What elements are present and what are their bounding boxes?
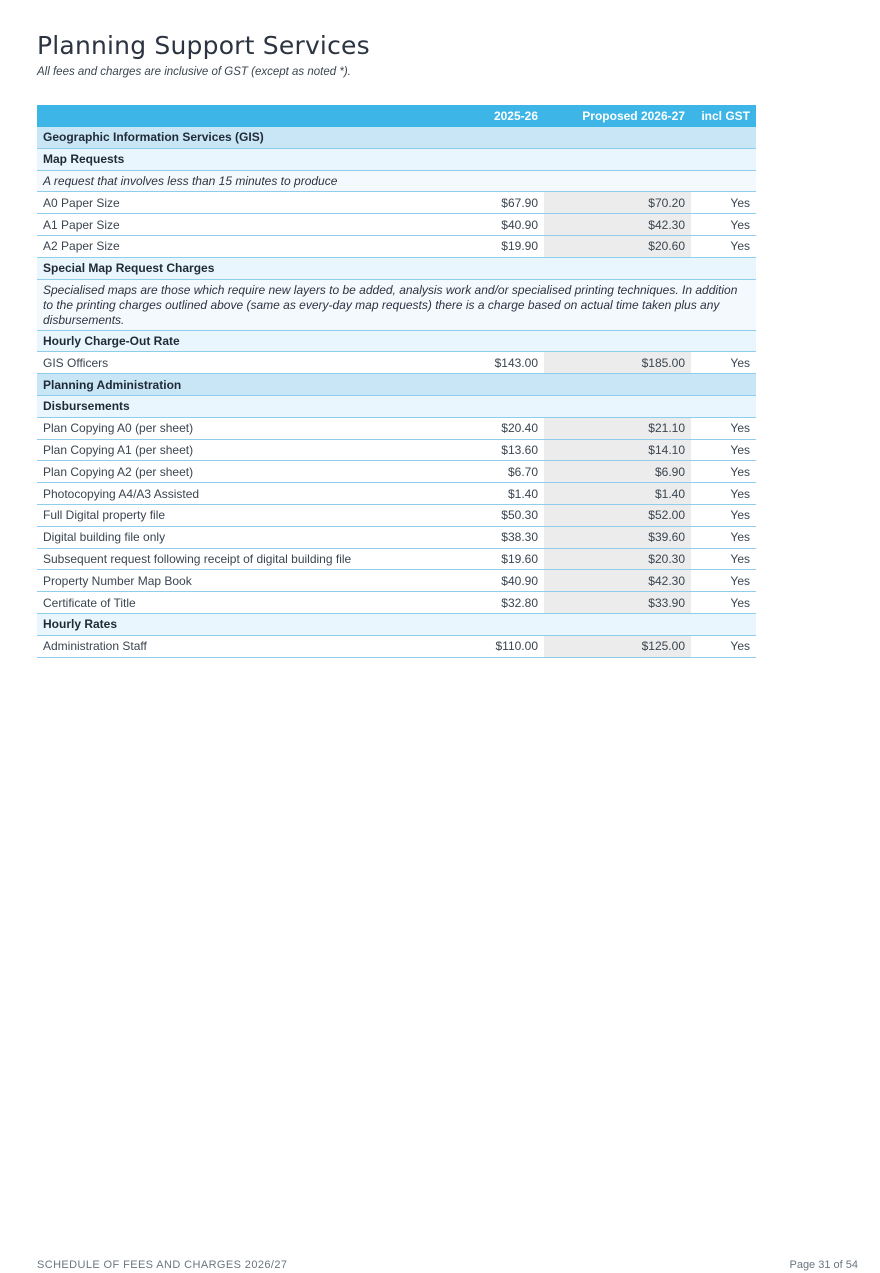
subsection-heading-row: [37, 613, 756, 635]
item-gst-flag: Yes: [691, 526, 756, 548]
heading-text: Disbursements: [37, 395, 756, 417]
fees-table: [37, 105, 756, 658]
item-current-fee: $20.40: [467, 417, 544, 439]
item-description: Subsequent request following receipt of digital building file: [37, 548, 467, 570]
item-description: Full Digital property file: [37, 504, 467, 526]
footer-page-number: Page 31 of 54: [789, 1259, 858, 1271]
item-gst-flag: Yes: [691, 548, 756, 570]
item-gst-flag: Yes: [691, 461, 756, 483]
item-proposed-fee: $185.00: [544, 352, 691, 374]
note-row: [37, 279, 756, 330]
subsection-heading-row: [37, 257, 756, 279]
item-current-fee: $110.00: [467, 635, 544, 657]
heading-text: Map Requests: [37, 148, 756, 170]
subsection-heading-row: [37, 395, 756, 417]
item-description: Plan Copying A1 (per sheet): [37, 439, 467, 461]
item-current-fee: $13.60: [467, 439, 544, 461]
item-description: A2 Paper Size: [37, 235, 467, 257]
note-row: [37, 170, 756, 192]
item-current-fee: $40.90: [467, 570, 544, 592]
subsection-heading-row: [37, 330, 756, 352]
item-description: A0 Paper Size: [37, 192, 467, 214]
table-row: [37, 235, 756, 257]
table-row: [37, 352, 756, 374]
note-text: Specialised maps are those which require new layers to be added, analysis work and/or specialised printing techniques. In addition to the printing charges outlined above (same as every-day map requests) there is a charge based on actual time taken plus any disbursements.: [37, 279, 756, 330]
item-description: Administration Staff: [37, 635, 467, 657]
item-description: GIS Officers: [37, 352, 467, 374]
note-text: A request that involves less than 15 minutes to produce: [37, 170, 756, 192]
header-proposed-year: Proposed 2026-27: [544, 105, 691, 127]
item-proposed-fee: $70.20: [544, 192, 691, 214]
item-description: Photocopying A4/A3 Assisted: [37, 483, 467, 505]
item-gst-flag: Yes: [691, 483, 756, 505]
item-current-fee: $19.90: [467, 235, 544, 257]
fees-table-body: [37, 127, 756, 657]
item-proposed-fee: $21.10: [544, 417, 691, 439]
heading-text: Hourly Rates: [37, 613, 756, 635]
gst-note: All fees and charges are inclusive of GST (except as noted *).: [37, 66, 351, 78]
table-row: [37, 526, 756, 548]
table-header-row: [37, 105, 756, 127]
item-proposed-fee: $33.90: [544, 592, 691, 614]
table-row: [37, 592, 756, 614]
item-description: Certificate of Title: [37, 592, 467, 614]
item-current-fee: $1.40: [467, 483, 544, 505]
item-proposed-fee: $42.30: [544, 570, 691, 592]
item-description: Digital building file only: [37, 526, 467, 548]
item-proposed-fee: $6.90: [544, 461, 691, 483]
item-current-fee: $40.90: [467, 214, 544, 236]
heading-text: Planning Administration: [37, 374, 756, 396]
item-proposed-fee: $20.60: [544, 235, 691, 257]
item-gst-flag: Yes: [691, 417, 756, 439]
item-current-fee: $32.80: [467, 592, 544, 614]
item-current-fee: $19.60: [467, 548, 544, 570]
item-proposed-fee: $14.10: [544, 439, 691, 461]
section-heading-row: [37, 127, 756, 148]
item-proposed-fee: $20.30: [544, 548, 691, 570]
header-current-year: 2025-26: [467, 105, 544, 127]
item-current-fee: $50.30: [467, 504, 544, 526]
footer-document-title: SCHEDULE OF FEES AND CHARGES 2026/27: [37, 1259, 288, 1271]
item-proposed-fee: $125.00: [544, 635, 691, 657]
item-current-fee: $67.90: [467, 192, 544, 214]
table-row: [37, 570, 756, 592]
page-title: Planning Support Services: [37, 30, 370, 60]
item-gst-flag: Yes: [691, 214, 756, 236]
item-gst-flag: Yes: [691, 235, 756, 257]
table-row: [37, 461, 756, 483]
item-gst-flag: Yes: [691, 635, 756, 657]
subsection-heading-row: [37, 148, 756, 170]
item-current-fee: $143.00: [467, 352, 544, 374]
table-row: [37, 483, 756, 505]
item-description: Plan Copying A2 (per sheet): [37, 461, 467, 483]
heading-text: Geographic Information Services (GIS): [37, 127, 756, 148]
item-proposed-fee: $42.30: [544, 214, 691, 236]
item-proposed-fee: $1.40: [544, 483, 691, 505]
header-incl-gst: incl GST: [691, 105, 756, 127]
item-description: A1 Paper Size: [37, 214, 467, 236]
item-gst-flag: Yes: [691, 504, 756, 526]
item-gst-flag: Yes: [691, 352, 756, 374]
table-row: [37, 635, 756, 657]
item-proposed-fee: $39.60: [544, 526, 691, 548]
item-current-fee: $38.30: [467, 526, 544, 548]
table-row: [37, 214, 756, 236]
item-description: Property Number Map Book: [37, 570, 467, 592]
table-row: [37, 192, 756, 214]
item-gst-flag: Yes: [691, 570, 756, 592]
table-row: [37, 504, 756, 526]
item-proposed-fee: $52.00: [544, 504, 691, 526]
heading-text: Special Map Request Charges: [37, 257, 756, 279]
item-description: Plan Copying A0 (per sheet): [37, 417, 467, 439]
item-gst-flag: Yes: [691, 592, 756, 614]
section-heading-row: [37, 374, 756, 396]
header-description: [37, 105, 467, 127]
item-gst-flag: Yes: [691, 439, 756, 461]
item-gst-flag: Yes: [691, 192, 756, 214]
table-row: [37, 439, 756, 461]
table-row: [37, 417, 756, 439]
heading-text: Hourly Charge-Out Rate: [37, 330, 756, 352]
item-current-fee: $6.70: [467, 461, 544, 483]
table-row: [37, 548, 756, 570]
